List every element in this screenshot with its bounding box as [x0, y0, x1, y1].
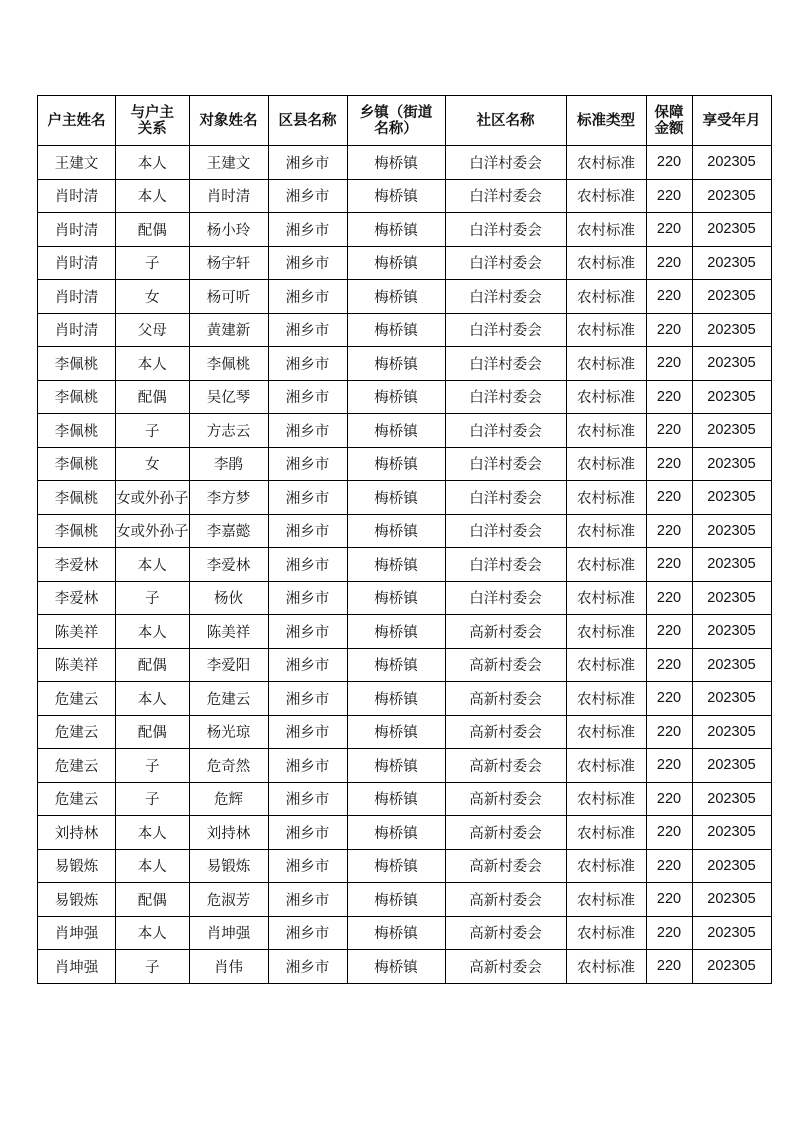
cell-period: 202305	[692, 782, 771, 816]
cell-period: 202305	[692, 816, 771, 850]
cell-subject-name: 李爱阳	[189, 648, 268, 682]
cell-subject-name: 杨可听	[189, 280, 268, 314]
cell-subject-name: 杨光琼	[189, 715, 268, 749]
header-period: 享受年月	[692, 96, 771, 146]
cell-community: 白洋村委会	[445, 179, 566, 213]
cell-relation: 女或外孙子	[116, 514, 190, 548]
table-row	[38, 447, 772, 481]
table-row	[38, 749, 772, 783]
cell-town: 梅桥镇	[347, 682, 445, 716]
table-row	[38, 581, 772, 615]
cell-county: 湘乡市	[268, 682, 347, 716]
cell-relation: 本人	[116, 146, 190, 180]
cell-community: 白洋村委会	[445, 313, 566, 347]
table-row	[38, 849, 772, 883]
cell-standard-type: 农村标准	[566, 280, 646, 314]
cell-standard-type: 农村标准	[566, 213, 646, 247]
cell-community: 高新村委会	[445, 648, 566, 682]
cell-town: 梅桥镇	[347, 514, 445, 548]
cell-subject-name: 刘持林	[189, 816, 268, 850]
cell-community: 白洋村委会	[445, 246, 566, 280]
cell-community: 高新村委会	[445, 950, 566, 984]
cell-relation: 配偶	[116, 715, 190, 749]
cell-amount: 220	[646, 213, 692, 247]
table-row	[38, 280, 772, 314]
cell-subject-name: 李方梦	[189, 481, 268, 515]
table-row	[38, 380, 772, 414]
cell-period: 202305	[692, 883, 771, 917]
cell-head-name: 危建云	[38, 715, 116, 749]
cell-amount: 220	[646, 179, 692, 213]
cell-relation: 子	[116, 782, 190, 816]
cell-period: 202305	[692, 447, 771, 481]
cell-amount: 220	[646, 581, 692, 615]
cell-community: 高新村委会	[445, 749, 566, 783]
header-community: 社区名称	[445, 96, 566, 146]
cell-subject-name: 杨宇轩	[189, 246, 268, 280]
cell-head-name: 王建文	[38, 146, 116, 180]
cell-amount: 220	[646, 816, 692, 850]
table-row	[38, 883, 772, 917]
cell-relation: 女	[116, 280, 190, 314]
cell-county: 湘乡市	[268, 280, 347, 314]
cell-county: 湘乡市	[268, 715, 347, 749]
cell-period: 202305	[692, 849, 771, 883]
cell-subject-name: 杨小玲	[189, 213, 268, 247]
cell-town: 梅桥镇	[347, 146, 445, 180]
cell-relation: 配偶	[116, 213, 190, 247]
cell-amount: 220	[646, 749, 692, 783]
cell-subject-name: 吴亿琴	[189, 380, 268, 414]
cell-standard-type: 农村标准	[566, 615, 646, 649]
table-row	[38, 313, 772, 347]
cell-subject-name: 方志云	[189, 414, 268, 448]
cell-community: 高新村委会	[445, 849, 566, 883]
cell-period: 202305	[692, 950, 771, 984]
cell-amount: 220	[646, 447, 692, 481]
cell-head-name: 陈美祥	[38, 615, 116, 649]
cell-head-name: 李佩桃	[38, 481, 116, 515]
cell-community: 白洋村委会	[445, 548, 566, 582]
cell-county: 湘乡市	[268, 581, 347, 615]
cell-period: 202305	[692, 213, 771, 247]
cell-community: 白洋村委会	[445, 347, 566, 381]
cell-head-name: 肖时清	[38, 246, 116, 280]
cell-relation: 子	[116, 950, 190, 984]
cell-subject-name: 陈美祥	[189, 615, 268, 649]
cell-standard-type: 农村标准	[566, 715, 646, 749]
cell-town: 梅桥镇	[347, 414, 445, 448]
cell-relation: 本人	[116, 347, 190, 381]
cell-period: 202305	[692, 380, 771, 414]
cell-head-name: 李佩桃	[38, 447, 116, 481]
cell-subject-name: 危奇然	[189, 749, 268, 783]
header-head-name: 户主姓名	[38, 96, 116, 146]
table-row	[38, 715, 772, 749]
cell-county: 湘乡市	[268, 950, 347, 984]
cell-standard-type: 农村标准	[566, 447, 646, 481]
cell-amount: 220	[646, 146, 692, 180]
header-amount: 保障金额	[646, 96, 692, 146]
cell-period: 202305	[692, 347, 771, 381]
cell-head-name: 肖时清	[38, 213, 116, 247]
header-row	[38, 96, 772, 146]
cell-period: 202305	[692, 749, 771, 783]
cell-relation: 配偶	[116, 380, 190, 414]
cell-town: 梅桥镇	[347, 313, 445, 347]
cell-standard-type: 农村标准	[566, 481, 646, 515]
cell-town: 梅桥镇	[347, 950, 445, 984]
cell-relation: 本人	[116, 548, 190, 582]
cell-town: 梅桥镇	[347, 581, 445, 615]
cell-subject-name: 王建文	[189, 146, 268, 180]
table-row	[38, 548, 772, 582]
cell-town: 梅桥镇	[347, 213, 445, 247]
table-body	[38, 146, 772, 984]
cell-amount: 220	[646, 246, 692, 280]
cell-head-name: 李佩桃	[38, 414, 116, 448]
cell-head-name: 李爱林	[38, 548, 116, 582]
cell-county: 湘乡市	[268, 816, 347, 850]
cell-standard-type: 农村标准	[566, 347, 646, 381]
cell-county: 湘乡市	[268, 481, 347, 515]
cell-amount: 220	[646, 514, 692, 548]
cell-standard-type: 农村标准	[566, 883, 646, 917]
cell-town: 梅桥镇	[347, 648, 445, 682]
cell-head-name: 肖时清	[38, 313, 116, 347]
table-row	[38, 816, 772, 850]
cell-relation: 配偶	[116, 648, 190, 682]
cell-county: 湘乡市	[268, 246, 347, 280]
cell-relation: 本人	[116, 682, 190, 716]
cell-town: 梅桥镇	[347, 447, 445, 481]
cell-town: 梅桥镇	[347, 782, 445, 816]
cell-subject-name: 李佩桃	[189, 347, 268, 381]
cell-relation: 配偶	[116, 883, 190, 917]
header-standard-type: 标准类型	[566, 96, 646, 146]
cell-period: 202305	[692, 514, 771, 548]
cell-standard-type: 农村标准	[566, 179, 646, 213]
cell-community: 白洋村委会	[445, 481, 566, 515]
cell-head-name: 陈美祥	[38, 648, 116, 682]
cell-town: 梅桥镇	[347, 548, 445, 582]
table-row	[38, 514, 772, 548]
cell-standard-type: 农村标准	[566, 313, 646, 347]
cell-community: 高新村委会	[445, 682, 566, 716]
cell-relation: 本人	[116, 179, 190, 213]
table-row	[38, 782, 772, 816]
cell-county: 湘乡市	[268, 146, 347, 180]
cell-county: 湘乡市	[268, 347, 347, 381]
header-subject-name: 对象姓名	[189, 96, 268, 146]
cell-county: 湘乡市	[268, 615, 347, 649]
cell-county: 湘乡市	[268, 749, 347, 783]
cell-subject-name: 李爱林	[189, 548, 268, 582]
cell-subject-name: 李嘉懿	[189, 514, 268, 548]
cell-county: 湘乡市	[268, 447, 347, 481]
cell-period: 202305	[692, 146, 771, 180]
cell-subject-name: 李鹃	[189, 447, 268, 481]
cell-relation: 父母	[116, 313, 190, 347]
table-row	[38, 246, 772, 280]
cell-period: 202305	[692, 581, 771, 615]
cell-relation: 女或外孙子	[116, 481, 190, 515]
cell-standard-type: 农村标准	[566, 816, 646, 850]
table-row	[38, 615, 772, 649]
header-relation: 与户主关系	[116, 96, 190, 146]
header-county: 区县名称	[268, 96, 347, 146]
cell-relation: 子	[116, 749, 190, 783]
cell-county: 湘乡市	[268, 548, 347, 582]
cell-standard-type: 农村标准	[566, 548, 646, 582]
cell-period: 202305	[692, 548, 771, 582]
cell-town: 梅桥镇	[347, 916, 445, 950]
cell-period: 202305	[692, 280, 771, 314]
cell-head-name: 易锻炼	[38, 883, 116, 917]
cell-head-name: 危建云	[38, 749, 116, 783]
cell-town: 梅桥镇	[347, 883, 445, 917]
cell-town: 梅桥镇	[347, 481, 445, 515]
cell-county: 湘乡市	[268, 313, 347, 347]
cell-community: 白洋村委会	[445, 581, 566, 615]
cell-head-name: 肖时清	[38, 280, 116, 314]
cell-community: 白洋村委会	[445, 514, 566, 548]
table-row	[38, 414, 772, 448]
cell-amount: 220	[646, 615, 692, 649]
cell-county: 湘乡市	[268, 916, 347, 950]
cell-town: 梅桥镇	[347, 347, 445, 381]
cell-head-name: 李爱林	[38, 581, 116, 615]
cell-town: 梅桥镇	[347, 816, 445, 850]
cell-town: 梅桥镇	[347, 615, 445, 649]
cell-subject-name: 肖坤强	[189, 916, 268, 950]
cell-standard-type: 农村标准	[566, 849, 646, 883]
cell-community: 白洋村委会	[445, 447, 566, 481]
cell-standard-type: 农村标准	[566, 414, 646, 448]
cell-amount: 220	[646, 849, 692, 883]
cell-county: 湘乡市	[268, 179, 347, 213]
table-row	[38, 347, 772, 381]
cell-head-name: 危建云	[38, 682, 116, 716]
cell-amount: 220	[646, 280, 692, 314]
benefit-roster-table	[37, 95, 772, 984]
cell-head-name: 李佩桃	[38, 514, 116, 548]
cell-community: 高新村委会	[445, 615, 566, 649]
cell-standard-type: 农村标准	[566, 648, 646, 682]
header-town: 乡镇（街道名称）	[347, 96, 445, 146]
cell-period: 202305	[692, 414, 771, 448]
cell-period: 202305	[692, 481, 771, 515]
cell-subject-name: 肖时清	[189, 179, 268, 213]
cell-standard-type: 农村标准	[566, 146, 646, 180]
cell-county: 湘乡市	[268, 414, 347, 448]
cell-subject-name: 杨伙	[189, 581, 268, 615]
table-row	[38, 682, 772, 716]
cell-amount: 220	[646, 715, 692, 749]
cell-standard-type: 农村标准	[566, 916, 646, 950]
cell-relation: 本人	[116, 916, 190, 950]
table-row	[38, 179, 772, 213]
cell-town: 梅桥镇	[347, 849, 445, 883]
cell-town: 梅桥镇	[347, 179, 445, 213]
cell-amount: 220	[646, 380, 692, 414]
cell-amount: 220	[646, 347, 692, 381]
cell-amount: 220	[646, 313, 692, 347]
cell-county: 湘乡市	[268, 883, 347, 917]
cell-amount: 220	[646, 481, 692, 515]
cell-period: 202305	[692, 179, 771, 213]
cell-amount: 220	[646, 648, 692, 682]
cell-subject-name: 危辉	[189, 782, 268, 816]
cell-subject-name: 危建云	[189, 682, 268, 716]
cell-standard-type: 农村标准	[566, 782, 646, 816]
cell-town: 梅桥镇	[347, 246, 445, 280]
cell-subject-name: 易锻炼	[189, 849, 268, 883]
cell-period: 202305	[692, 715, 771, 749]
cell-relation: 子	[116, 246, 190, 280]
cell-amount: 220	[646, 548, 692, 582]
cell-head-name: 肖坤强	[38, 950, 116, 984]
cell-subject-name: 肖伟	[189, 950, 268, 984]
cell-town: 梅桥镇	[347, 749, 445, 783]
cell-head-name: 危建云	[38, 782, 116, 816]
cell-relation: 子	[116, 581, 190, 615]
cell-community: 白洋村委会	[445, 146, 566, 180]
cell-head-name: 易锻炼	[38, 849, 116, 883]
cell-subject-name: 危淑芳	[189, 883, 268, 917]
cell-community: 高新村委会	[445, 883, 566, 917]
cell-community: 高新村委会	[445, 916, 566, 950]
cell-standard-type: 农村标准	[566, 682, 646, 716]
cell-community: 白洋村委会	[445, 380, 566, 414]
cell-county: 湘乡市	[268, 514, 347, 548]
table-row	[38, 146, 772, 180]
cell-relation: 本人	[116, 849, 190, 883]
cell-amount: 220	[646, 782, 692, 816]
cell-community: 白洋村委会	[445, 280, 566, 314]
cell-amount: 220	[646, 414, 692, 448]
cell-county: 湘乡市	[268, 213, 347, 247]
cell-standard-type: 农村标准	[566, 749, 646, 783]
table-row	[38, 648, 772, 682]
cell-period: 202305	[692, 648, 771, 682]
table-row	[38, 916, 772, 950]
cell-standard-type: 农村标准	[566, 380, 646, 414]
cell-relation: 本人	[116, 816, 190, 850]
cell-town: 梅桥镇	[347, 380, 445, 414]
cell-county: 湘乡市	[268, 849, 347, 883]
cell-community: 白洋村委会	[445, 414, 566, 448]
cell-amount: 220	[646, 682, 692, 716]
cell-period: 202305	[692, 246, 771, 280]
table-row	[38, 213, 772, 247]
cell-amount: 220	[646, 950, 692, 984]
cell-relation: 子	[116, 414, 190, 448]
cell-standard-type: 农村标准	[566, 514, 646, 548]
cell-town: 梅桥镇	[347, 280, 445, 314]
cell-community: 高新村委会	[445, 782, 566, 816]
cell-county: 湘乡市	[268, 648, 347, 682]
cell-relation: 女	[116, 447, 190, 481]
cell-period: 202305	[692, 916, 771, 950]
cell-county: 湘乡市	[268, 380, 347, 414]
table-row	[38, 481, 772, 515]
table-row	[38, 950, 772, 984]
cell-period: 202305	[692, 313, 771, 347]
cell-standard-type: 农村标准	[566, 246, 646, 280]
cell-community: 高新村委会	[445, 816, 566, 850]
cell-amount: 220	[646, 883, 692, 917]
cell-community: 高新村委会	[445, 715, 566, 749]
cell-head-name: 肖坤强	[38, 916, 116, 950]
cell-standard-type: 农村标准	[566, 581, 646, 615]
cell-relation: 本人	[116, 615, 190, 649]
cell-town: 梅桥镇	[347, 715, 445, 749]
cell-head-name: 刘持林	[38, 816, 116, 850]
cell-amount: 220	[646, 916, 692, 950]
cell-county: 湘乡市	[268, 782, 347, 816]
cell-period: 202305	[692, 615, 771, 649]
cell-head-name: 李佩桃	[38, 380, 116, 414]
cell-period: 202305	[692, 682, 771, 716]
cell-subject-name: 黄建新	[189, 313, 268, 347]
cell-head-name: 李佩桃	[38, 347, 116, 381]
cell-community: 白洋村委会	[445, 213, 566, 247]
cell-head-name: 肖时清	[38, 179, 116, 213]
cell-standard-type: 农村标准	[566, 950, 646, 984]
